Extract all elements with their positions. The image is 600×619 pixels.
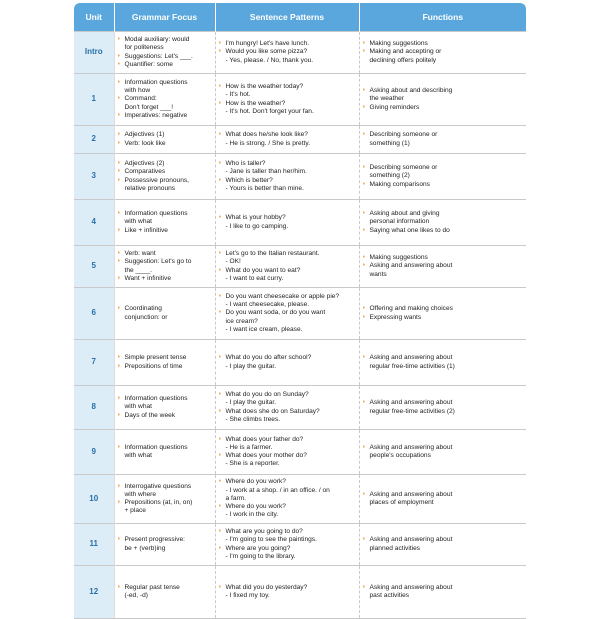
- bullet-line: • Making comparisons: [363, 181, 524, 189]
- grammar-focus-cell: [114, 74, 215, 126]
- text-line: regular free-time activities (1): [369, 362, 455, 370]
- syllabus-table-container: [74, 3, 526, 599]
- bullet-line: • Verb: want: [118, 250, 212, 258]
- grammar-focus-cell: [114, 246, 215, 288]
- grammar-focus-cell: [114, 200, 215, 246]
- text-line: people's occupations: [369, 452, 431, 459]
- text-line: - I fixed my toy.: [225, 592, 270, 599]
- header-functions: Functions: [359, 3, 526, 32]
- text-line: with where: [124, 490, 157, 498]
- functions-cell: [359, 340, 526, 386]
- bullet-line: • Which is better?: [219, 177, 356, 185]
- grammar-focus-cell: [114, 288, 215, 340]
- text-line: places of employment: [369, 499, 434, 506]
- bullet-line: • Information questions: [118, 444, 212, 452]
- text-line: - I want cheesecake, please.: [225, 301, 310, 309]
- sentence-patterns-cell: [215, 74, 359, 126]
- sentence-patterns-cell: [215, 340, 359, 386]
- sentence-patterns-cell: [215, 154, 359, 200]
- text-line: - She climbs trees.: [225, 415, 281, 423]
- sentence-patterns-cell: [215, 475, 359, 524]
- sentence-patterns-cell: [215, 126, 359, 154]
- bullet-line: • Asking and answering about: [363, 491, 524, 499]
- table-row: [74, 340, 526, 386]
- unit-cell: 2: [74, 126, 114, 154]
- text-line: - He is a farmer.: [225, 443, 273, 451]
- bullet-line: • What does your father do?: [219, 436, 356, 444]
- table-row: [74, 154, 526, 200]
- bullet-line: • Information questions: [118, 79, 212, 87]
- grammar-focus-cell: [114, 566, 215, 619]
- functions-cell: [359, 126, 526, 154]
- functions-cell: [359, 386, 526, 430]
- text-line: a farm.: [225, 494, 247, 502]
- functions-cell: [359, 200, 526, 246]
- grammar-focus-cell: [114, 386, 215, 430]
- unit-cell: 6: [74, 288, 114, 340]
- functions-cell: [359, 246, 526, 288]
- text-line: declining offers politely: [369, 56, 437, 64]
- bullet-line: • Information questions: [118, 210, 212, 218]
- table-row: [74, 126, 526, 154]
- sentence-patterns-cell: [215, 386, 359, 430]
- functions-cell: [359, 74, 526, 126]
- bullet-line: • Prepositions (at, in, on): [118, 499, 212, 507]
- bullet-line: • What do you want to eat?: [219, 267, 356, 275]
- bullet-line: • What do you do on Sunday?: [219, 391, 356, 399]
- bullet-line: • What does your mother do?: [219, 452, 356, 460]
- bullet-line: • Adjectives (1): [118, 131, 212, 139]
- bullet-line: • Describing someone or: [363, 164, 524, 172]
- table-row: [74, 430, 526, 475]
- bullet-line: • What is your hobby?: [219, 214, 356, 222]
- bullet-line: • Describing someone or: [363, 131, 524, 139]
- bullet-line: • Where do you work?: [219, 503, 356, 511]
- bullet-line: • Let's go to the Italian restaurant.: [219, 250, 356, 258]
- table-row: [74, 386, 526, 430]
- bullet-line: • Asking about and giving: [363, 210, 524, 218]
- bullet-line: • Do you want cheesecake or apple pie?: [219, 293, 356, 301]
- bullet-line: • Days of the week: [118, 412, 212, 420]
- text-line: ice cream?: [225, 317, 258, 325]
- bullet-line: • Adjectives (2): [118, 160, 212, 168]
- text-line: - I want ice cream, please.: [225, 325, 303, 333]
- unit-cell: 10: [74, 475, 114, 524]
- unit-cell: 3: [74, 154, 114, 200]
- text-line: + place: [124, 507, 146, 515]
- header-grammar-focus: Grammar Focus: [114, 3, 215, 32]
- bullet-line: • Asking and answering about: [363, 444, 524, 452]
- text-line: conjunction: or: [124, 313, 168, 321]
- bullet-line: • Making and accepting or: [363, 48, 524, 56]
- bullet-line: • Making suggestions: [363, 40, 524, 48]
- bullet-line: • Asking and answering about: [363, 354, 524, 362]
- grammar-focus-cell: [114, 340, 215, 386]
- bullet-line: • What does he/she look like?: [219, 131, 356, 139]
- bullet-line: • Quantifier: some: [118, 61, 212, 69]
- text-line: - Yours is better than mine.: [225, 184, 304, 192]
- functions-cell: [359, 32, 526, 74]
- text-line: - She is a reporter.: [225, 460, 280, 468]
- bullet-line: • Want + infinitive: [118, 275, 212, 283]
- unit-cell: 7: [74, 340, 114, 386]
- bullet-line: • What did you do yesterday?: [219, 584, 356, 592]
- bullet-line: • Regular past tense: [118, 584, 212, 592]
- sentence-patterns-cell: [215, 566, 359, 619]
- text-line: with what: [124, 452, 152, 459]
- header-unit: Unit: [74, 3, 114, 32]
- bullet-line: • What do you do after school?: [219, 354, 356, 362]
- functions-cell: [359, 524, 526, 566]
- sentence-patterns-cell: [215, 246, 359, 288]
- bullet-line: • Prepositions of time: [118, 363, 212, 371]
- text-line: personal information: [369, 218, 430, 226]
- bullet-line: • Suggestion: Let's go to: [118, 258, 212, 266]
- text-line: - I play the guitar.: [225, 399, 277, 407]
- functions-cell: [359, 475, 526, 524]
- text-line: (-ed, -d): [124, 592, 148, 599]
- bullet-line: • Asking and answering about: [363, 399, 524, 407]
- functions-cell: [359, 154, 526, 200]
- bullet-line: • Comparatives: [118, 168, 212, 176]
- bullet-line: • Suggestions: Let's ___.: [118, 53, 212, 61]
- bullet-line: • Simple present tense: [118, 354, 212, 362]
- sentence-patterns-cell: [215, 32, 359, 74]
- bullet-line: • Possessive pronouns,: [118, 177, 212, 185]
- bullet-line: • Coordinating: [118, 305, 212, 313]
- table-row: [74, 246, 526, 288]
- bullet-line: • Information questions: [118, 395, 212, 403]
- grammar-focus-cell: [114, 126, 215, 154]
- unit-cell: 9: [74, 430, 114, 475]
- bullet-line: • Expressing wants: [363, 314, 524, 322]
- table-row: [74, 74, 526, 126]
- unit-cell: 12: [74, 566, 114, 619]
- bullet-line: • Like + infinitive: [118, 227, 212, 235]
- text-line: planned activities: [369, 544, 421, 552]
- sentence-patterns-cell: [215, 430, 359, 475]
- text-line: the weather: [369, 95, 404, 103]
- sentence-patterns-cell: [215, 524, 359, 566]
- table-body: [74, 32, 526, 619]
- functions-cell: [359, 288, 526, 340]
- bullet-line: • Asking and answering about: [363, 584, 524, 592]
- text-line: with what: [124, 403, 152, 411]
- bullet-line: • Do you want soda, or do you want: [219, 309, 356, 317]
- grammar-focus-cell: [114, 154, 215, 200]
- table-row: [74, 524, 526, 566]
- text-line: - I work in the city.: [225, 511, 279, 519]
- text-line: past activities: [369, 592, 410, 599]
- bullet-line: • Imperatives: negative: [118, 112, 212, 120]
- text-line: something (2): [369, 172, 410, 180]
- text-line: - I want to eat curry.: [225, 274, 284, 282]
- text-line: - I'm going to the library.: [225, 552, 296, 560]
- bullet-line: • Making suggestions: [363, 254, 524, 262]
- table-row: [74, 200, 526, 246]
- bullet-line: • What are you going to do?: [219, 528, 356, 536]
- bullet-line: • Giving reminders: [363, 104, 524, 112]
- unit-cell: 1: [74, 74, 114, 126]
- bullet-line: • Interrogative questions: [118, 483, 212, 491]
- bullet-line: • Saying what one likes to do: [363, 227, 524, 235]
- text-line: for politeness: [124, 44, 164, 52]
- text-line: wants: [369, 270, 387, 278]
- text-line: - It's hot.: [225, 91, 251, 99]
- text-line: - Jane is taller than her/him.: [225, 168, 307, 176]
- text-line: - I play the guitar.: [225, 362, 277, 370]
- functions-cell: [359, 566, 526, 619]
- table-row: [74, 32, 526, 74]
- text-line: with how: [124, 87, 151, 95]
- bullet-line: • Where are you going?: [219, 545, 356, 553]
- header-row: [74, 3, 526, 32]
- text-line: - Yes, please. / No, thank you.: [225, 56, 314, 64]
- text-line: - I like to go camping.: [225, 222, 289, 230]
- grammar-focus-cell: [114, 32, 215, 74]
- text-line: - OK!: [225, 258, 241, 266]
- bullet-line: • Command:: [118, 95, 212, 103]
- bullet-line: • Who is taller?: [219, 160, 356, 168]
- unit-cell: 11: [74, 524, 114, 566]
- text-line: Don't forget ___!: [124, 103, 174, 111]
- bullet-line: • Verb: look like: [118, 140, 212, 148]
- bullet-line: • Present progressive:: [118, 536, 212, 544]
- unit-cell: 5: [74, 246, 114, 288]
- header-sentence-patterns: Sentence Patterns: [215, 3, 359, 32]
- text-line: - He is strong. / She is pretty.: [225, 139, 311, 147]
- table-row: [74, 288, 526, 340]
- bullet-line: • What does she do on Saturday?: [219, 408, 356, 416]
- functions-cell: [359, 430, 526, 475]
- unit-cell: 8: [74, 386, 114, 430]
- text-line: - It's hot. Don't forget your fan.: [225, 107, 314, 115]
- grammar-focus-cell: [114, 430, 215, 475]
- syllabus-table: [74, 3, 526, 619]
- unit-cell: 4: [74, 200, 114, 246]
- table-row: [74, 475, 526, 524]
- text-line: - I work at a shop. / in an office. / on: [225, 486, 330, 494]
- sentence-patterns-cell: [215, 200, 359, 246]
- table-row: [74, 566, 526, 619]
- bullet-line: • Modal auxiliary: would: [118, 36, 212, 44]
- text-line: something (1): [369, 139, 410, 147]
- bullet-line: • Asking about and describing: [363, 87, 524, 95]
- unit-cell: Intro: [74, 32, 114, 74]
- text-line: - I'm going to see the paintings.: [225, 536, 317, 544]
- text-line: with what: [124, 218, 152, 226]
- bullet-line: • How is the weather today?: [219, 83, 356, 91]
- text-line: the ____.: [124, 266, 152, 274]
- bullet-line: • Offering and making choices: [363, 305, 524, 313]
- bullet-line: • Where do you work?: [219, 478, 356, 486]
- text-line: regular free-time activities (2): [369, 407, 455, 415]
- bullet-line: • I'm hungry! Let's have lunch.: [219, 40, 356, 48]
- bullet-line: • Asking and answering about: [363, 262, 524, 270]
- sentence-patterns-cell: [215, 288, 359, 340]
- grammar-focus-cell: [114, 524, 215, 566]
- bullet-line: • Asking and answering about: [363, 536, 524, 544]
- grammar-focus-cell: [114, 475, 215, 524]
- text-line: be + (verb)ing: [124, 544, 166, 552]
- bullet-line: • How is the weather?: [219, 100, 356, 108]
- text-line: relative pronouns: [124, 184, 176, 192]
- bullet-line: • Would you like some pizza?: [219, 48, 356, 56]
